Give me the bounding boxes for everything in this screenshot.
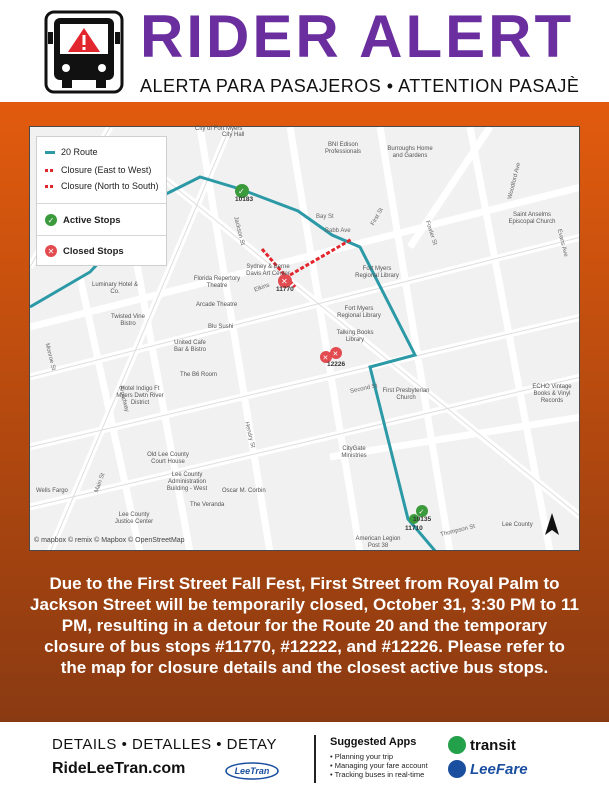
street-label: Thompson St <box>439 523 476 539</box>
map-place: Fort Myers Regional Library <box>337 306 381 319</box>
map-place: Hotel Indigo Ft Myers Dwtn River District <box>116 386 164 406</box>
stop-label-12226: 12226 <box>327 361 346 368</box>
svg-text:✕: ✕ <box>332 350 339 358</box>
street-label: Second St <box>349 383 379 395</box>
legend-closed-label: Closed Stops <box>63 245 124 257</box>
website-link[interactable]: RideLeeTran.com <box>52 760 186 777</box>
leefare-label: LeeFare <box>470 760 528 778</box>
map-place: Twisted Vine Bistro <box>111 314 145 327</box>
map-place: ECHO Vintage Books & Vinyl Records <box>532 384 572 404</box>
apps-item: • Planning your trip <box>330 752 394 761</box>
legend-active <box>45 214 121 226</box>
street-label: Broadway <box>117 385 130 413</box>
legend-closure-ew-label: Closure (East to West) <box>61 165 152 175</box>
svg-text:✓: ✓ <box>418 508 425 516</box>
street-label: Woodford Ave <box>507 162 523 200</box>
legend-closure-ew <box>45 165 151 175</box>
map-place: Blu Sushi <box>208 324 234 330</box>
svg-text:✓: ✓ <box>238 187 245 196</box>
stop-label-11710: 11710 <box>405 525 423 532</box>
map-place: Luminary Hotel & Co. <box>91 282 139 295</box>
map-place: Talking Books Library <box>336 330 374 343</box>
apps-list <box>330 752 428 779</box>
legend-route <box>45 147 98 157</box>
map-place: The B6 Room <box>180 372 218 378</box>
stop-label-10135: 10135 <box>413 516 432 523</box>
legend-active-label: Active Stops <box>63 214 121 226</box>
map-place: Florida Repertory Theatre <box>193 276 241 289</box>
map-place: Lee County Administration Building - West <box>166 472 208 492</box>
closure-dash-icon <box>45 185 55 188</box>
transit-icon <box>448 736 466 754</box>
map-place: Old Lee County Court House <box>147 452 189 465</box>
map-place: Saint Anselms Episcopal Church <box>508 212 556 225</box>
legend-closed <box>45 245 124 257</box>
page-title: RIDER ALERT <box>140 3 575 70</box>
map-place: The Veranda <box>190 502 225 508</box>
leetran-logo <box>224 760 280 780</box>
x-icon: ✕ <box>45 245 57 257</box>
stop-label-10183: 10183 <box>235 196 254 203</box>
svg-text:✕: ✕ <box>281 277 288 286</box>
street-label: Monroe St <box>43 342 57 372</box>
apps-item: • Tracking buses in real-time <box>330 770 425 779</box>
apps-item: • Managing your fare account <box>330 761 428 770</box>
street-label: Babb Ave <box>325 228 351 234</box>
map-attribution: © mapbox © remix © Mapbox © OpenStreetMap <box>34 537 185 544</box>
map-place: City Hall <box>222 132 245 138</box>
alert-message: Due to the First Street Fall Fest, First Street from Royal Palm to Jackson Street will be temporarily closed, October 31, 3:30 PM to 11 PM, resulting in a detour for the Route 20 and the temporary closure of bus stops #11770, #12222, and #12226. Please refer to the map for closure details and the closest active bus stops. <box>30 574 579 677</box>
map-place: Fort Myers Regional Library <box>355 266 399 279</box>
leefare-app-link[interactable] <box>448 760 528 778</box>
map-place: CityGate Ministries <box>341 446 367 459</box>
map-place: United Cafe Bar & Bistro <box>173 340 206 353</box>
street-label: Fowler St <box>423 220 438 246</box>
bus-alert-icon <box>44 10 124 94</box>
stop-label-11770: 11770 <box>276 286 294 293</box>
street-label: Main St <box>93 472 107 494</box>
svg-text:✕: ✕ <box>322 354 329 362</box>
transit-label: transit <box>470 736 516 754</box>
north-arrow-icon <box>545 513 559 535</box>
check-icon: ✓ <box>45 214 57 226</box>
map-place: Lee County <box>502 522 533 528</box>
map-place: First Presbyterian Church <box>382 388 430 401</box>
map-place: BNI Edison Professionals <box>324 142 362 155</box>
street-label: Hendry St <box>243 421 256 449</box>
street-label: Elkins <box>253 282 271 294</box>
footer <box>0 722 609 789</box>
street-label: Evans Ave <box>555 228 569 258</box>
legend-route-label: 20 Route <box>61 147 98 157</box>
street-label: First St <box>370 207 385 227</box>
map-place: Arcade Theatre <box>196 302 238 308</box>
page-subtitle: ALERTA PARA PASAJEROS • ATTENTION PASAJÈ <box>140 76 580 96</box>
closure-dash-icon <box>45 169 55 172</box>
header <box>0 0 609 102</box>
map-place: American Legion Post 38 <box>355 536 401 549</box>
svg-text:LeeTran: LeeTran <box>234 766 270 776</box>
footer-details: DETAILS • DETALLES • DETAY <box>52 736 277 753</box>
transit-app-link[interactable] <box>448 736 516 754</box>
map-place: Sydney & Berne Davis Art Center <box>246 264 290 277</box>
map-place: Burroughs Home and Gardens <box>387 146 433 159</box>
apps-title: Suggested Apps <box>330 736 417 748</box>
route-line-icon <box>45 151 55 154</box>
map-place: City of Fort Myers <box>195 126 243 132</box>
map-place: Oscar M. Corbin <box>222 488 266 494</box>
map-legend <box>36 136 167 266</box>
map-place: Wells Fargo <box>36 488 68 494</box>
leefare-icon <box>448 760 466 778</box>
street-label: Bay St <box>316 214 334 220</box>
footer-divider <box>314 735 316 783</box>
legend-closure-ns-label: Closure (North to South) <box>61 181 159 191</box>
street-label: Jackson St <box>232 216 246 246</box>
map-place: Lee County Justice Center <box>114 512 154 525</box>
legend-closure-ns <box>45 181 159 191</box>
